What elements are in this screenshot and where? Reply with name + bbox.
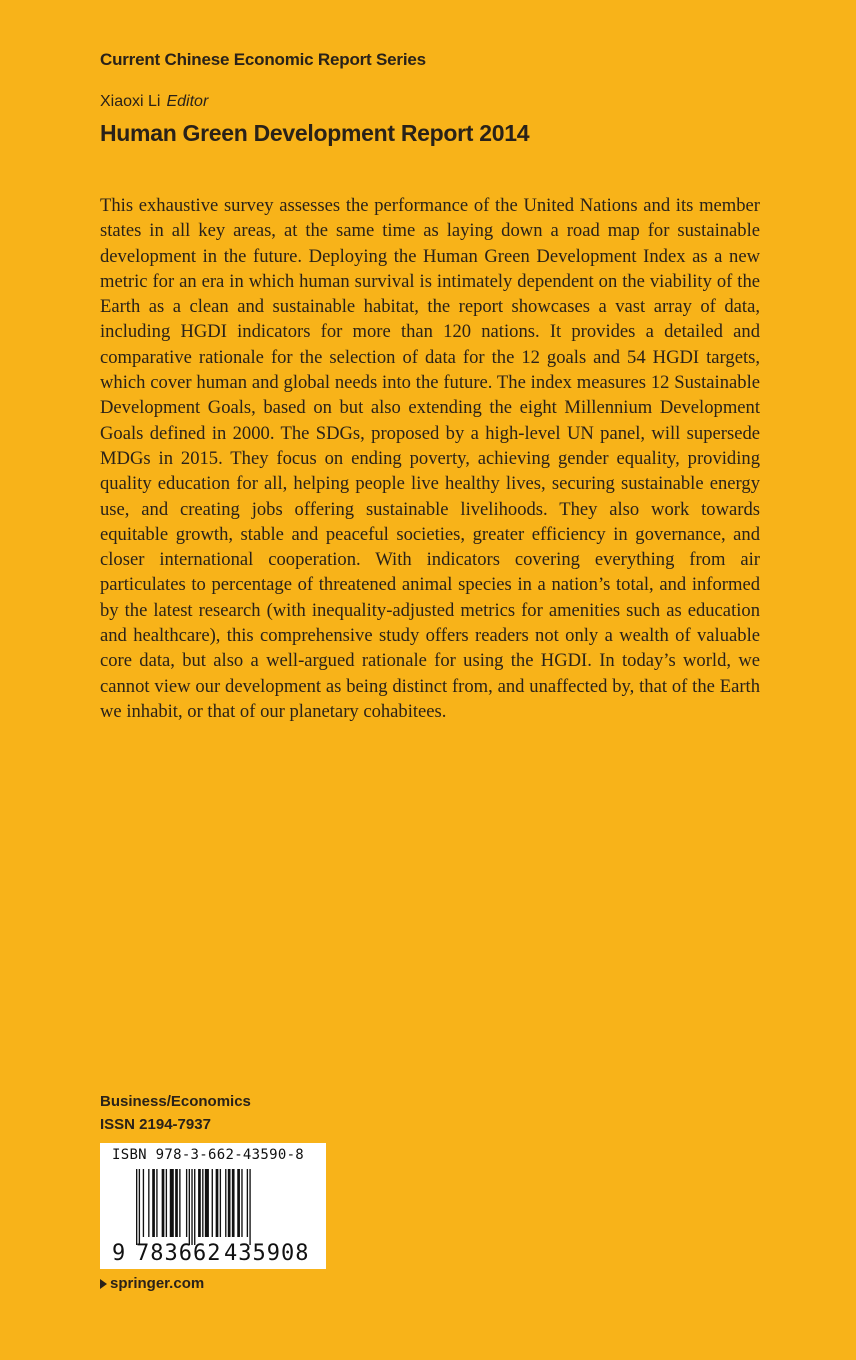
series-title: Current Chinese Economic Report Series <box>100 50 426 69</box>
editor-role: Editor <box>166 93 209 110</box>
barcode <box>100 1143 326 1269</box>
barcode-bar <box>186 1169 187 1237</box>
editor-line <box>100 93 208 111</box>
publisher-link-text[interactable]: springer.com <box>110 1275 205 1292</box>
subject-category: Business/Economics <box>100 1093 251 1110</box>
barcode-bar <box>237 1169 240 1237</box>
editor-name: Xiaoxi Li <box>100 93 161 110</box>
barcode-bar <box>249 1169 250 1245</box>
barcode-bar <box>148 1169 149 1237</box>
barcode-bar <box>143 1169 144 1237</box>
barcode-bar <box>175 1169 178 1237</box>
barcode-bar <box>166 1169 167 1237</box>
barcode-bar <box>205 1169 209 1237</box>
barcode-bar <box>189 1169 190 1245</box>
barcode-bar <box>170 1169 174 1237</box>
barcode-bar <box>220 1169 221 1237</box>
barcode-bar <box>194 1169 195 1245</box>
barcode-bar <box>225 1169 226 1237</box>
barcode-bar <box>232 1169 235 1237</box>
barcode-bar <box>198 1169 201 1237</box>
barcode-bar <box>212 1169 213 1237</box>
publisher-link[interactable] <box>100 1275 204 1292</box>
barcode-bar <box>136 1169 137 1245</box>
barcode-bar <box>241 1169 242 1237</box>
barcode-bar <box>202 1169 203 1237</box>
barcode-bar <box>216 1169 219 1237</box>
barcode-bar <box>247 1169 248 1237</box>
barcode-digit-group-2: 435908 <box>224 1241 310 1266</box>
barcode-bar <box>228 1169 231 1237</box>
barcode-bar <box>179 1169 180 1237</box>
issn-number: ISSN 2194-7937 <box>100 1116 211 1133</box>
blurb-text: This exhaustive survey assesses the performance of the United Nations and its member states in all key areas, at the same time as laying down a road map for sustainable development in the future. Deploying the Human Green Development Index as a new metric for an era in which human survival is intimately dependent on the viability of the Earth as a clean and sustainable habitat, the report showcases a vast array of data, including HGDI indicators for more than 120 nations. It provides a detailed and comparative rationale for the selection of data for the 12 goals and 54 HGDI targets, which cover human and global needs into the future. The index measures 12 Sustainable Development Goals, based on but also extending the eight Millennium Development Goals defined in 2000. The SDGs, proposed by a high-level UN panel, will supersede MDGs in 2015. They focus on ending poverty, achieving gender equality, providing quality education for all, helping people live healthy lives, securing sustainable energy use, and creating jobs offering sustainable livelihoods. They also work towards equitable growth, stable and peaceful societies, greater efficiency in governance, and closer international cooperation. With indicators covering everything from air particulates to percentage of threatened animal species in a nation’s total, and informed by the latest research (with inequality-adjusted metrics for amenities such as education and healthcare), this comprehensive study offers readers not only a wealth of valuable core data, but also a well-argued rationale for using the HGDI. In today’s world, we cannot view our development as being distinct from, and unaffected by, that of the Earth we inhabit, or that of our planetary cohabitees. <box>100 195 760 722</box>
isbn-label: ISBN 978-3-662-43590-8 <box>112 1147 305 1163</box>
barcode-bar <box>139 1169 140 1245</box>
barcode-bar <box>156 1169 157 1237</box>
barcode-digit-group-1: 783662 <box>136 1241 222 1266</box>
barcode-digit-lead: 9 <box>112 1241 126 1266</box>
barcode-bar <box>191 1169 192 1245</box>
arrow-right-icon <box>100 1279 107 1289</box>
barcode-bar <box>162 1169 165 1237</box>
barcode-bar <box>152 1169 155 1237</box>
book-title: Human Green Development Report 2014 <box>100 120 530 146</box>
